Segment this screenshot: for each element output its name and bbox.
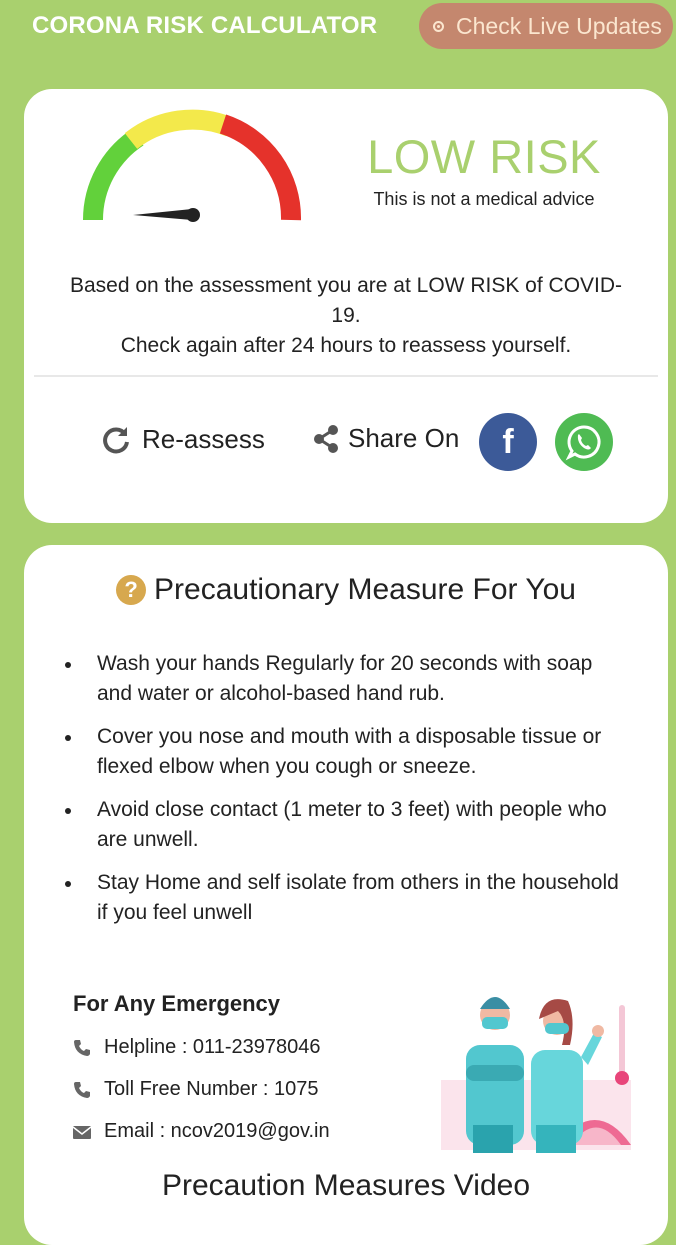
risk-gauge-icon: [82, 105, 302, 235]
whatsapp-share-button[interactable]: [555, 413, 613, 471]
facebook-share-button[interactable]: [479, 413, 537, 471]
assessment-line-2: Check again after 24 hours to reassess yourself.: [120, 334, 572, 357]
precautions-list: [62, 649, 622, 941]
assessment-line-1: Based on the assessment you are at LOW RISK of COVID-19.: [69, 274, 623, 327]
toll-free-row[interactable]: [72, 1078, 319, 1101]
check-live-updates-button[interactable]: [419, 3, 673, 49]
precautions-heading: [24, 573, 668, 607]
list-item: Stay Home and self isolate from others in the household if you feel unwell: [62, 868, 622, 928]
helpline-text: Helpline : 011-23978046: [104, 1036, 321, 1058]
video-title: Precaution Measures Video: [162, 1169, 530, 1202]
helpline-row[interactable]: [72, 1036, 320, 1059]
reassess-button[interactable]: [102, 424, 265, 455]
refresh-icon: [102, 425, 132, 455]
phone-icon: [72, 1080, 92, 1100]
result-card: [24, 89, 668, 523]
share-on: [312, 423, 459, 454]
email-row[interactable]: [72, 1120, 330, 1143]
share-icon: [312, 424, 340, 454]
emergency-title: For Any Emergency: [73, 991, 281, 1016]
risk-level: LOW RISK: [367, 130, 601, 183]
medical-disclaimer: This is not a medical advice: [373, 189, 595, 209]
assessment-text: [64, 271, 628, 361]
email-text: Email : ncov2019@gov.in: [104, 1120, 330, 1142]
phone-icon: [72, 1038, 92, 1058]
reassess-label: Re-assess: [142, 424, 265, 454]
facebook-icon: f: [502, 422, 514, 461]
question-icon: ?: [116, 575, 146, 605]
list-item: Avoid close contact (1 meter to 3 feet) with people who are unwell.: [62, 795, 622, 855]
toll-free-text: Toll Free Number : 1075: [104, 1078, 319, 1100]
list-item: Cover you nose and mouth with a disposable tissue or flexed elbow when you cough or sneeze.: [62, 722, 622, 782]
doctors-illustration: [436, 985, 636, 1153]
envelope-icon: [72, 1122, 92, 1142]
precautions-title: Precautionary Measure For You: [154, 573, 576, 606]
divider: [34, 375, 658, 377]
radio-dot-icon: [433, 21, 444, 32]
whatsapp-icon: [565, 423, 603, 461]
app-title: CORONA RISK CALCULATOR: [32, 12, 378, 39]
check-live-updates-label: Check Live Updates: [456, 12, 662, 39]
gauge-needle-pivot: [186, 208, 200, 222]
top-bar: [0, 0, 676, 60]
share-label: Share On: [348, 423, 460, 453]
precautions-card: [24, 545, 668, 1245]
list-item: Wash your hands Regularly for 20 seconds with soap and water or alcohol-based hand rub.: [62, 649, 622, 709]
